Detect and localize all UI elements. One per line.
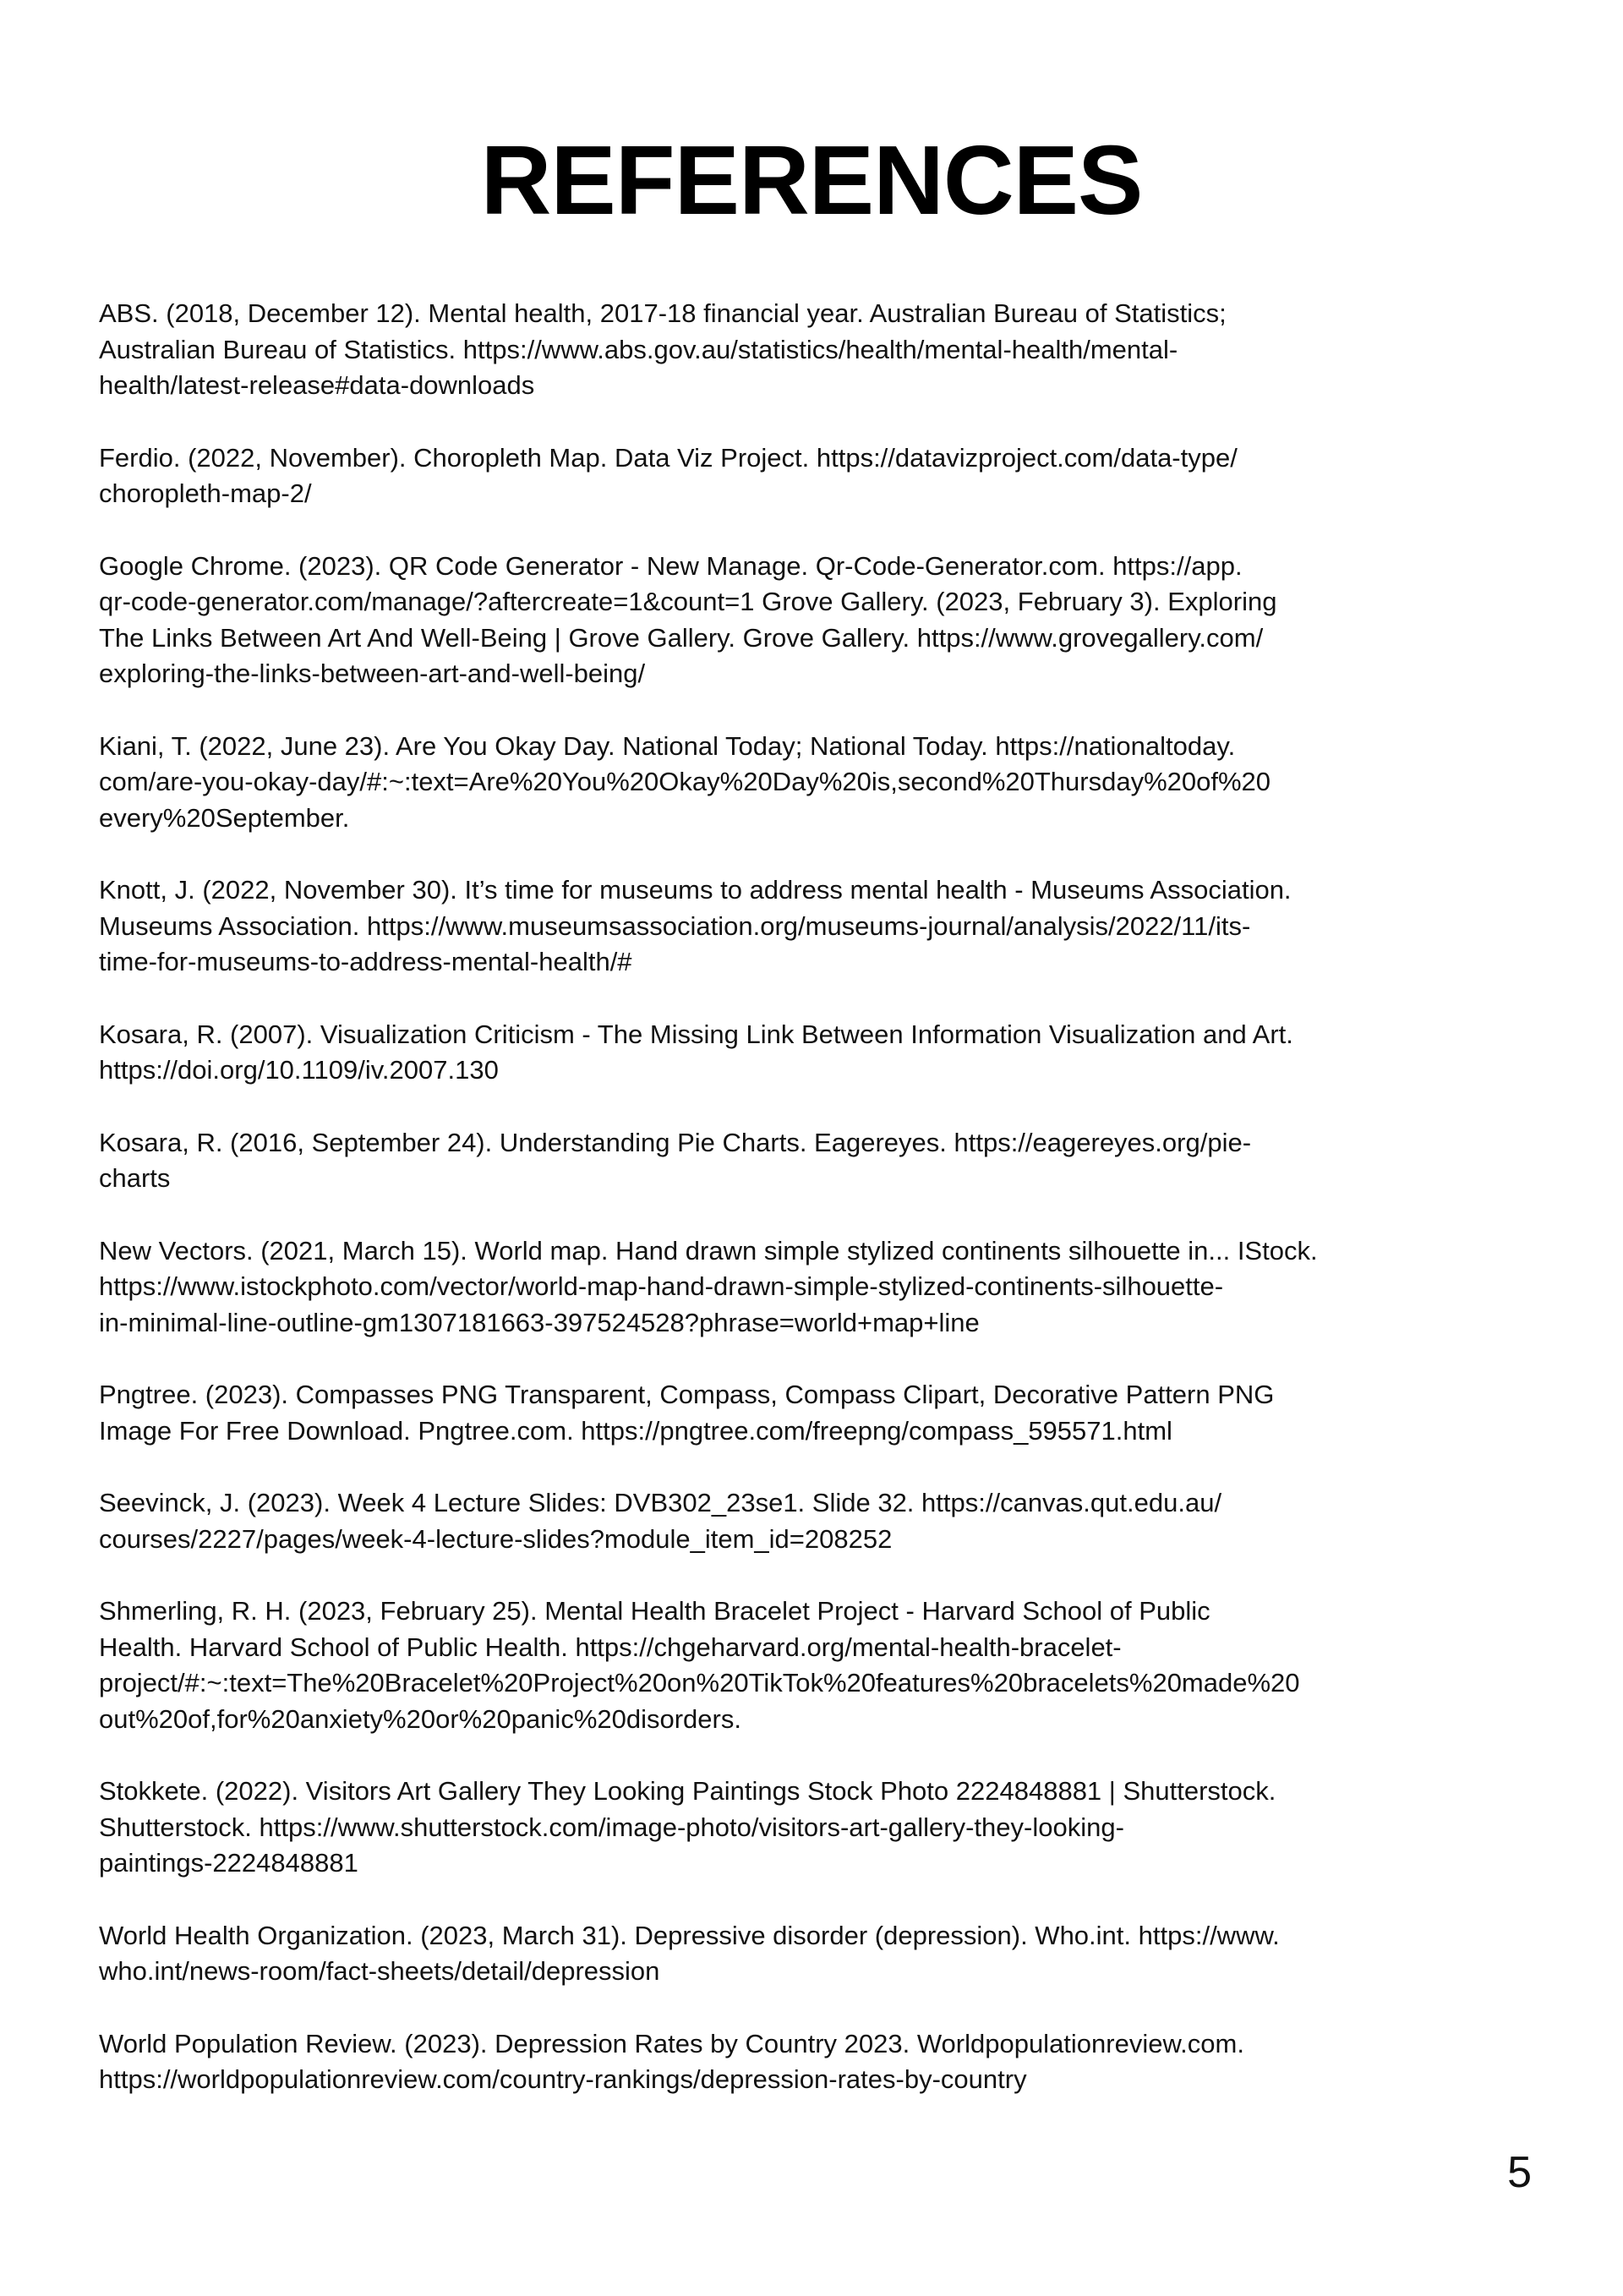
reference-line: The Links Between Art And Well-Being | Grove Gallery. Grove Gallery. https://www.grovegallery.com/ xyxy=(99,622,1264,653)
reference-line: New Vectors. (2021, March 15). World map. Hand drawn simple stylized continents silhouette in... IStock. xyxy=(99,1235,1318,1266)
reference-entry xyxy=(99,1017,1536,1089)
reference-entry xyxy=(99,1377,1536,1449)
reference-line: charts xyxy=(99,1163,171,1193)
reference-list xyxy=(99,296,1536,2135)
reference-entry xyxy=(99,549,1536,692)
reference-entry xyxy=(99,1594,1536,1737)
reference-line: Image For Free Download. Pngtree.com. https://pngtree.com/freepng/compass_595571.html xyxy=(99,1415,1172,1446)
reference-line: Australian Bureau of Statistics. https://www.abs.gov.au/statistics/health/mental-health/mental- xyxy=(99,334,1178,364)
reference-line: in-minimal-line-outline-gm1307181663-397524528?phrase=world+map+line xyxy=(99,1307,980,1337)
reference-entry xyxy=(99,729,1536,837)
reference-line: project/#:~:text=The%20Bracelet%20Project%20on%20TikTok%20features%20bracelets%20made%20 xyxy=(99,1668,1300,1697)
reference-line: who.int/news-room/fact-sheets/detail/depression xyxy=(99,1956,660,1986)
reference-line: choropleth-map-2/ xyxy=(99,478,312,508)
reference-entry xyxy=(99,2026,1536,2098)
reference-line: qr-code-generator.com/manage/?aftercreate=1&count=1 Grove Gallery. (2023, February 3). Exploring xyxy=(99,587,1277,616)
reference-line: Kosara, R. (2016, September 24). Understanding Pie Charts. Eagereyes. https://eagereyes.org/pie- xyxy=(99,1127,1252,1157)
reference-line: out%20of,for%20anxiety%20or%20panic%20disorders. xyxy=(99,1703,741,1734)
reference-entry xyxy=(99,1485,1536,1557)
reference-entry xyxy=(99,440,1536,512)
reference-line: Health. Harvard School of Public Health. https://chgeharvard.org/mental-health-bracelet- xyxy=(99,1632,1122,1662)
reference-line: exploring-the-links-between-art-and-well-being/ xyxy=(99,659,646,688)
reference-line: Shutterstock. https://www.shutterstock.com/image-photo/visitors-art-gallery-they-looking- xyxy=(99,1812,1124,1842)
reference-line: health/latest-release#data-downloads xyxy=(99,370,535,400)
reference-line: World Population Review. (2023). Depression Rates by Country 2023. Worldpopulationreview.com. xyxy=(99,2028,1244,2058)
reference-line: paintings-2224848881 xyxy=(99,1848,358,1878)
reference-entry xyxy=(99,1125,1536,1197)
reference-line: World Health Organization. (2023, March 31). Depressive disorder (depression). Who.int. https://www. xyxy=(99,1920,1280,1950)
reference-entry xyxy=(99,872,1536,981)
reference-line: com/are-you-okay-day/#:~:text=Are%20You%20Okay%20Day%20is,second%20Thursday%20of%20 xyxy=(99,767,1271,796)
reference-line: Pngtree. (2023). Compasses PNG Transparent, Compass, Compass Clipart, Decorative Pattern PNG xyxy=(99,1380,1275,1409)
page-number: 5 xyxy=(1507,2148,1532,2197)
reference-line: every%20September. xyxy=(99,802,350,833)
reference-line: ABS. (2018, December 12). Mental health, 2017-18 financial year. Australian Bureau of Statistics; xyxy=(99,298,1227,328)
reference-line: Google Chrome. (2023). QR Code Generator - New Manage. Qr-Code-Generator.com. https://app. xyxy=(99,550,1243,581)
reference-line: Shmerling, R. H. (2023, February 25). Mental Health Bracelet Project - Harvard School of Public xyxy=(99,1596,1210,1626)
reference-line: time-for-museums-to-address-mental-health/# xyxy=(99,947,632,976)
reference-line: https://www.istockphoto.com/vector/world-map-hand-drawn-simple-stylized-continents-silhouette- xyxy=(99,1271,1224,1301)
reference-line: Kiani, T. (2022, June 23). Are You Okay Day. National Today; National Today. https://nationaltoday. xyxy=(99,730,1236,761)
reference-line: Seevinck, J. (2023). Week 4 Lecture Slides: DVB302_23se1. Slide 32. https://canvas.qut.edu.au/ xyxy=(99,1488,1222,1517)
reference-line: https://doi.org/10.1109/iv.2007.130 xyxy=(99,1055,499,1085)
reference-line: Stokkete. (2022). Visitors Art Gallery They Looking Paintings Stock Photo 2224848881 | Shutterstock. xyxy=(99,1776,1276,1806)
reference-line: Ferdio. (2022, November). Choropleth Map. Data Viz Project. https://datavizproject.com/data-type/ xyxy=(99,442,1238,473)
reference-entry xyxy=(99,296,1536,404)
reference-entry xyxy=(99,1233,1536,1342)
page-title: REFERENCES xyxy=(480,125,1143,235)
reference-line: Knott, J. (2022, November 30). It’s time for museums to address mental health - Museums Association. xyxy=(99,875,1292,905)
reference-line: https://worldpopulationreview.com/country-rankings/depression-rates-by-country xyxy=(99,2064,1027,2094)
reference-line: Museums Association. https://www.museumsassociation.org/museums-journal/analysis/2022/11/its- xyxy=(99,910,1251,941)
reference-line: Kosara, R. (2007). Visualization Criticism - The Missing Link Between Information Visualization and Art. xyxy=(99,1019,1293,1049)
reference-entry xyxy=(99,1774,1536,1882)
reference-entry xyxy=(99,1918,1536,1990)
reference-line: courses/2227/pages/week-4-lecture-slides?module_item_id=208252 xyxy=(99,1523,893,1554)
